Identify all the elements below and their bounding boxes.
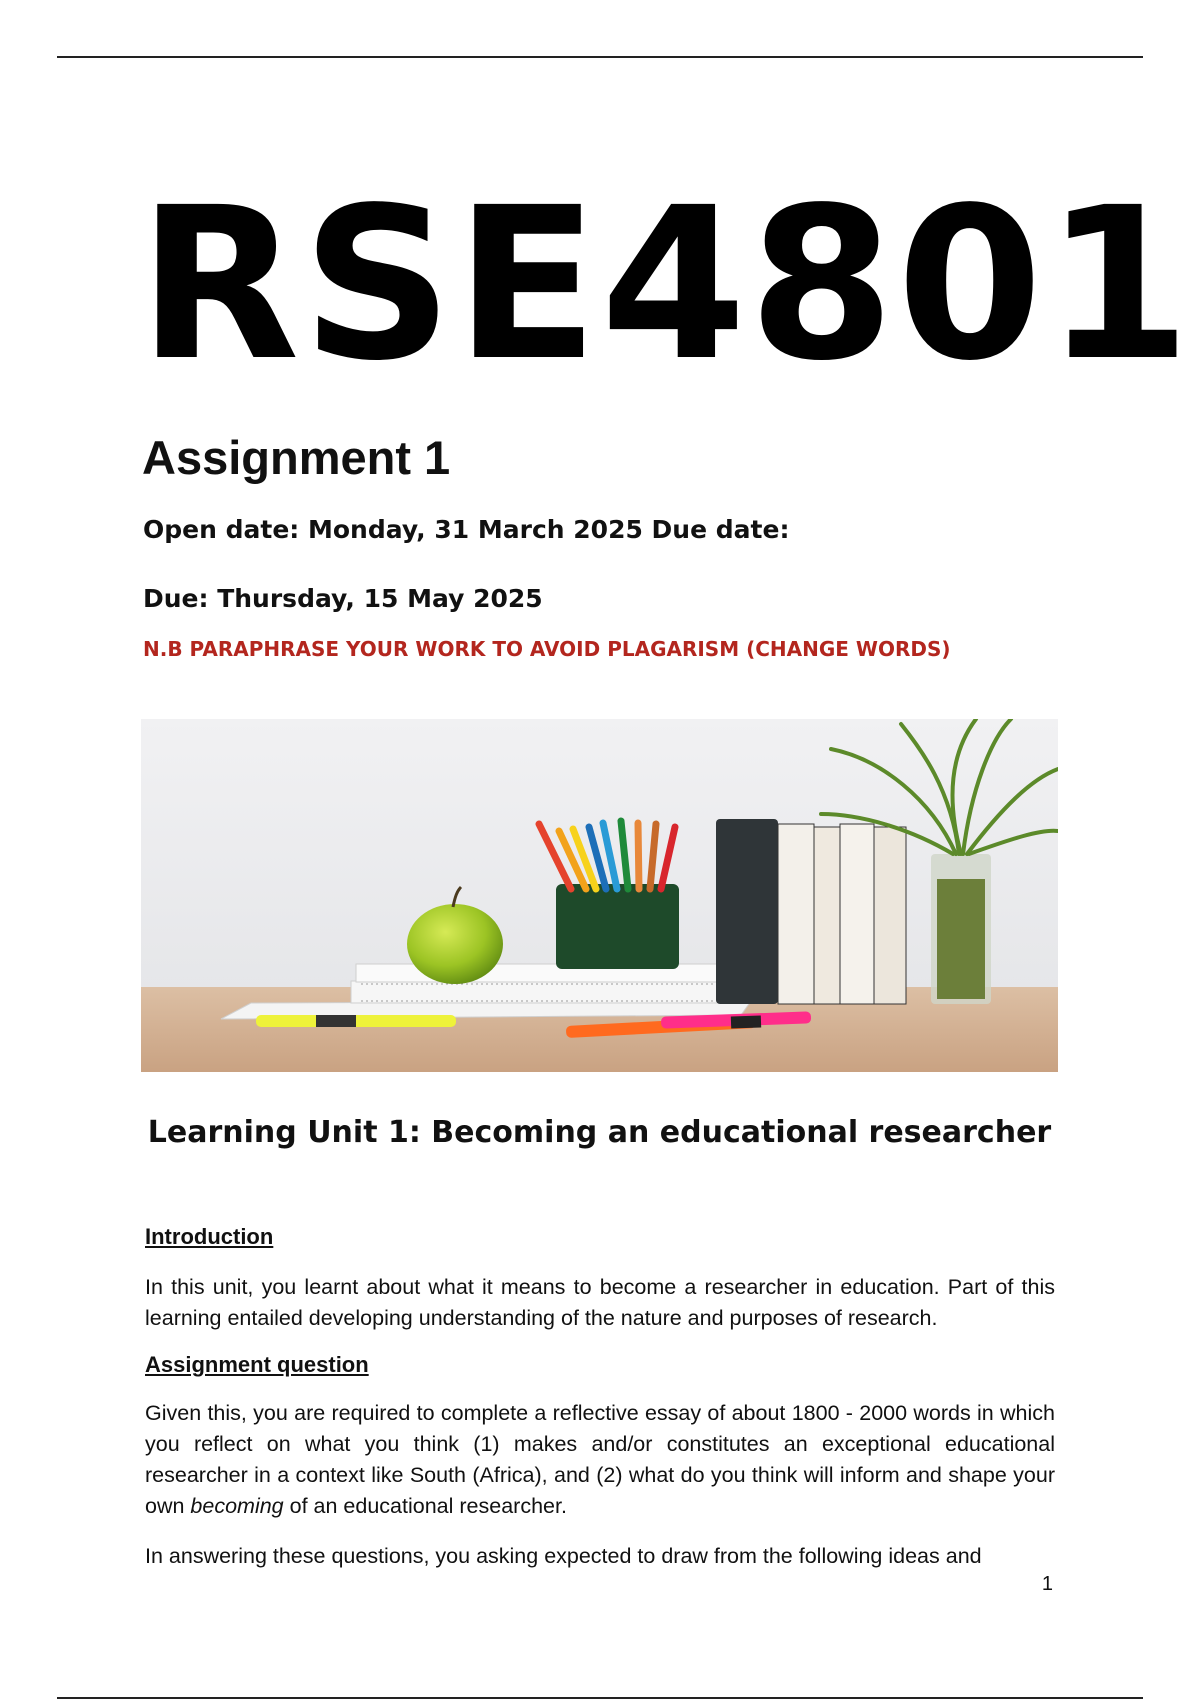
- answering-paragraph: In answering these questions, you asking expected to draw from the following ideas and: [145, 1544, 982, 1568]
- page-number: 1: [1041, 1573, 1053, 1595]
- assignment-question-paragraph: [145, 1398, 1055, 1522]
- introduction-paragraph: In this unit, you learnt about what it means to become a researcher in education. Part of this learning entailed developing understanding of the nature and purposes of research.: [145, 1275, 1055, 1330]
- top-rule: [57, 56, 1143, 58]
- assignment-title: Assignment 1: [142, 431, 451, 484]
- question-text-emphasis: becoming: [190, 1494, 284, 1518]
- course-code: RSE4801: [138, 162, 1193, 407]
- learning-unit-title: Learning Unit 1: Becoming an educational researcher: [147, 1115, 1052, 1150]
- introduction-heading: Introduction: [145, 1224, 274, 1249]
- question-text-start: Given this, you are required to complete a reflective essay of about 1800 - 2000 words in which you reflect on what you think (1) makes and/or constitutes an exceptional educational researcher in a context like South (Africa), and (2) what do you think will inform and shape your own: [145, 1401, 1055, 1518]
- bottom-rule: [57, 1697, 1143, 1699]
- open-date: Open date: Monday, 31 March 2025 Due date:: [143, 515, 790, 544]
- desk-stationery-photo: [141, 719, 1058, 1072]
- plagiarism-warning: N.B PARAPHRASE YOUR WORK TO AVOID PLAGARISM (CHANGE WORDS): [143, 637, 951, 661]
- due-date: Due: Thursday, 15 May 2025: [143, 584, 543, 613]
- assignment-question-heading: Assignment question: [145, 1352, 369, 1377]
- question-text-end: of an educational researcher.: [283, 1494, 567, 1518]
